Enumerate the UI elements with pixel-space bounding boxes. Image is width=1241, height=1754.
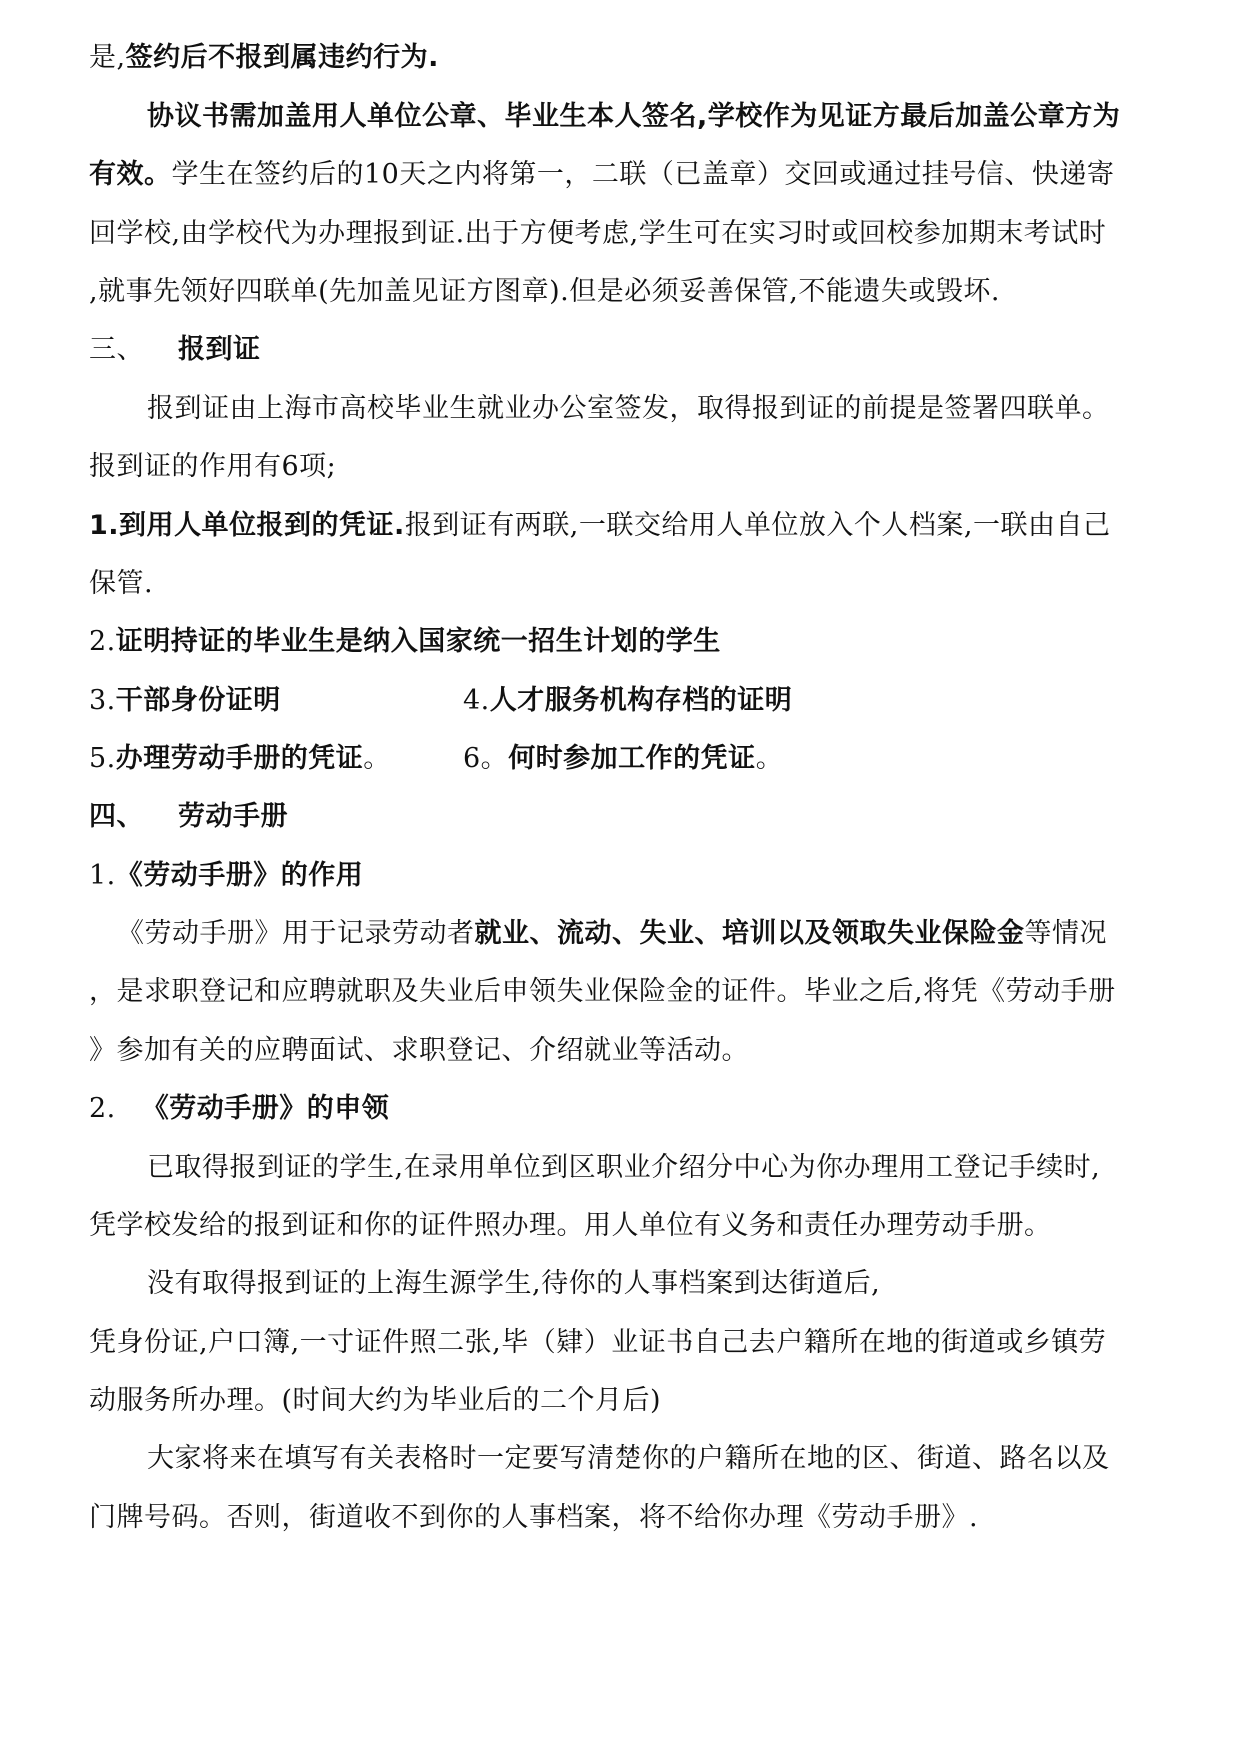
text-run: 等情况: [1024, 918, 1107, 949]
section-title: 劳动手册: [178, 801, 288, 832]
bold-text-run: 1.到用人单位报到的凭证.: [89, 510, 405, 541]
text-run: 门牌号码。否则，街道收不到你的人事档案，将不给你办理《劳动手册》.: [89, 1502, 979, 1533]
text-run: 保管.: [89, 568, 154, 599]
text-line: [89, 1381, 661, 1421]
text-run: 。: [755, 743, 784, 774]
text-line: [147, 97, 1120, 137]
text-run: 《劳动手册》用于记录劳动者: [117, 918, 475, 949]
text-line: [89, 155, 1114, 195]
subsection-title: 《劳动手册》的申领: [141, 1093, 390, 1124]
section-title: 报到证: [178, 334, 261, 365]
text-run: 大家将来在填写有关表格时一定要写清楚你的户籍所在地的区、街道、路名以及: [147, 1443, 1110, 1474]
text-line: [117, 914, 1107, 954]
text-run: 学生在签约后的10天之内将第一，二联（已盖章）交回或通过挂号信、快递寄: [171, 159, 1115, 190]
text-line: [89, 972, 1116, 1012]
list-text: 人才服务机构存档的证明: [489, 685, 793, 716]
list-number: 6。: [463, 743, 509, 774]
text-line: [89, 447, 336, 487]
list-number: 2.: [89, 626, 116, 657]
text-run: 》参加有关的应聘面试、求职登记、介绍就业等活动。: [89, 1035, 749, 1066]
text-line: [89, 1323, 1106, 1363]
text-run: ，是求职登记和应聘就职及失业后申领失业保险金的证件。毕业之后,将凭《劳动手册: [89, 976, 1116, 1007]
list-item: [89, 739, 391, 779]
text-run: 凭身份证,户口簿,一寸证件照二张,毕（肄）业证书自己去户籍所在地的街道或乡镇劳: [89, 1327, 1107, 1358]
section-heading: [89, 330, 261, 370]
text-line: [89, 272, 1000, 312]
text-run: 报到证由上海市高校毕业生就业办公室签发，取得报到证的前提是签署四联单。: [147, 393, 1110, 424]
text-line: [89, 1498, 978, 1538]
text-run: 是,: [89, 42, 126, 73]
list-number: 1.: [89, 860, 116, 891]
list-item: [463, 739, 783, 779]
bold-text-run: 有效。: [89, 159, 172, 190]
subsection-heading: [89, 856, 363, 896]
list-number: 3.: [89, 685, 116, 716]
text-run: 没有取得报到证的上海生源学生,待你的人事档案到达街道后,: [147, 1268, 881, 1299]
text-line: [89, 1031, 749, 1071]
text-line: [147, 1264, 880, 1304]
bold-text-run: 签约后不报到属违约行为.: [125, 42, 439, 73]
text-run: 报到证的作用有6项;: [89, 451, 337, 482]
list-number: 4.: [463, 685, 490, 716]
text-run: 凭学校发给的报到证和你的证件照办理。用人单位有义务和责任办理劳动手册。: [89, 1210, 1052, 1241]
text-run: ,就事先领好四联单(先加盖见证方图章).但是必须妥善保管,不能遗失或毁坏.: [89, 276, 1000, 307]
list-number: 2.: [89, 1093, 116, 1124]
section-heading: [89, 797, 288, 837]
text-line: [89, 38, 439, 78]
text-line: [147, 1148, 1100, 1188]
list-text: 办理劳动手册的凭证: [115, 743, 364, 774]
text-run: 。: [363, 743, 391, 774]
text-line: [89, 1206, 1052, 1246]
section-number: 四、: [89, 801, 144, 832]
list-text: 何时参加工作的凭证: [508, 743, 756, 774]
text-line: [147, 1439, 1110, 1479]
text-line: [89, 506, 1110, 546]
subsection-heading: [89, 1089, 389, 1129]
text-line: [89, 564, 153, 604]
text-run: 回学校,由学校代为办理报到证.出于方便考虑,学生可在实习时或回校参加期末考试时: [89, 218, 1107, 249]
bold-text-run: 协议书需加盖用人单位公章、毕业生本人签名,学校作为见证方最后加盖公章方为: [147, 101, 1121, 132]
section-number: 三、: [89, 334, 144, 365]
list-item: [463, 681, 792, 721]
list-text: 证明持证的毕业生是纳入国家统一招生计划的学生: [115, 626, 721, 657]
text-run: 动服务所办理。(时间大约为毕业后的二个月后): [89, 1385, 662, 1416]
bold-text-run: 就业、流动、失业、培训以及领取失业保险金: [474, 918, 1025, 949]
text-line: [89, 214, 1106, 254]
text-run: 已取得报到证的学生,在录用单位到区职业介绍分中心为你办理用工登记手续时,: [147, 1152, 1101, 1183]
subsection-title: 《劳动手册》的作用: [115, 860, 364, 891]
list-text: 干部身份证明: [115, 685, 281, 716]
text-line: [147, 389, 1110, 429]
list-item: [89, 681, 281, 721]
list-number: 5.: [89, 743, 116, 774]
list-item: [89, 622, 721, 662]
text-run: 报到证有两联,一联交给用人单位放入个人档案,一联由自己: [404, 510, 1111, 541]
